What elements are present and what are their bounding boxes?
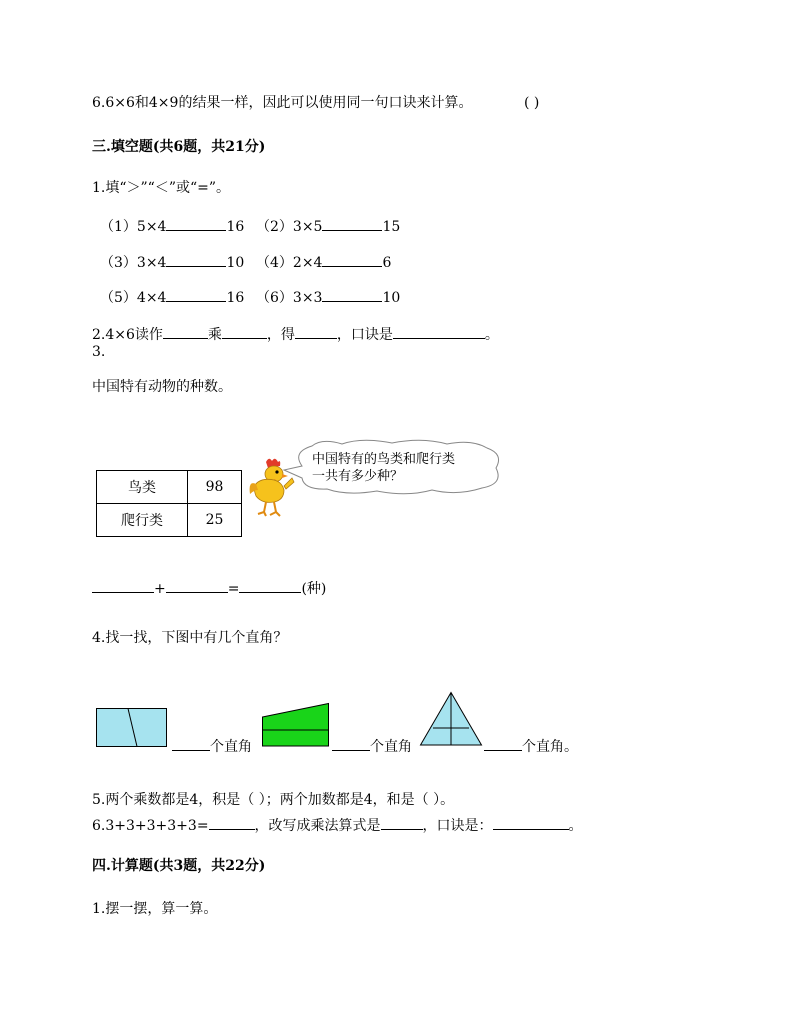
question-3-intro: 中国特有动物的种数。 xyxy=(92,379,232,395)
compare-item-3 xyxy=(100,252,244,272)
compare-number: 15 xyxy=(382,219,401,235)
answer-blank[interactable] xyxy=(166,216,226,231)
speech-bubble xyxy=(282,440,506,496)
compare-number: 6 xyxy=(382,255,392,271)
q2-end: 。 xyxy=(484,327,499,343)
rectangle-shape xyxy=(96,708,168,748)
q6-prefix: 6.3+3+3+3+3= xyxy=(92,818,209,834)
answer-blank[interactable] xyxy=(222,324,267,339)
table-cell-value: 98 xyxy=(188,471,242,504)
section-title-calculation: 四.计算题(共3题，共22分) xyxy=(92,858,266,874)
compare-item-1 xyxy=(100,216,244,236)
compare-expression: （3）3×4 xyxy=(100,255,167,271)
question-3-number: 3. xyxy=(92,344,106,360)
answer-blank[interactable] xyxy=(166,578,228,593)
q2-word2: ，得 xyxy=(266,327,295,343)
compare-expression: （5）4×4 xyxy=(100,290,167,306)
right-angle-suffix: 个直角 xyxy=(370,739,412,755)
bubble-text-line1: 中国特有的鸟类和爬行类 xyxy=(312,452,456,467)
compare-expression: （6）3×3 xyxy=(256,290,323,306)
question-3-equation xyxy=(92,578,326,598)
q2-word3: ，口诀是 xyxy=(336,327,393,343)
compare-item-2 xyxy=(256,216,400,236)
compare-item-6 xyxy=(256,287,400,307)
q2-prefix: 2.4×6读作 xyxy=(92,327,163,343)
animal-species-table xyxy=(96,470,242,537)
shape-3-answer xyxy=(484,736,578,756)
answer-blank[interactable] xyxy=(209,815,255,830)
question-5: 5.两个乘数都是4，积是（ ）；两个加数都是4，和是（ ）。 xyxy=(92,792,455,808)
table-cell-name: 鸟类 xyxy=(97,471,188,504)
triangle-shape xyxy=(420,692,482,746)
compare-item-4 xyxy=(256,252,391,272)
answer-blank[interactable] xyxy=(92,578,154,593)
section-title-fill-blank: 三.填空题(共6题，共21分) xyxy=(92,139,266,155)
answer-blank[interactable] xyxy=(493,815,569,830)
compare-number: 10 xyxy=(382,290,401,306)
answer-blank[interactable] xyxy=(295,324,337,339)
right-angle-suffix: 个直角 xyxy=(210,739,252,755)
compare-number: 10 xyxy=(226,255,245,271)
answer-blank[interactable] xyxy=(393,324,485,339)
answer-blank[interactable] xyxy=(239,578,301,593)
compare-number: 16 xyxy=(226,290,245,306)
table-cell-name: 爬行类 xyxy=(97,504,188,537)
calculation-1-stem: 1.摆一摆，算一算。 xyxy=(92,901,218,917)
answer-blank[interactable] xyxy=(322,252,382,267)
compare-expression: （1）5×4 xyxy=(100,219,167,235)
q6-mid: ，改写成乘法算式是 xyxy=(254,818,381,834)
q6-mid2: ，口诀是： xyxy=(422,818,493,834)
compare-number: 16 xyxy=(226,219,245,235)
answer-blank[interactable] xyxy=(332,736,370,751)
right-angle-suffix: 个直角。 xyxy=(522,739,578,755)
answer-blank[interactable] xyxy=(163,324,208,339)
answer-blank[interactable] xyxy=(484,736,522,751)
compare-expression: （2）3×5 xyxy=(256,219,323,235)
answer-parentheses[interactable]: ( ) xyxy=(524,95,540,111)
question-4-stem: 4.找一找，下图中有几个直角？ xyxy=(92,630,288,646)
plus-sign: + xyxy=(154,581,166,597)
q2-word1: 乘 xyxy=(207,327,222,343)
true-false-item-6 xyxy=(92,94,472,112)
table-row xyxy=(97,504,242,537)
trapezoid-shape xyxy=(262,703,330,747)
answer-blank[interactable] xyxy=(172,736,210,751)
compare-expression: （4）2×4 xyxy=(256,255,323,271)
q6-end: 。 xyxy=(568,818,583,834)
table-row xyxy=(97,471,242,504)
answer-blank[interactable] xyxy=(166,252,226,267)
table-cell-value: 25 xyxy=(188,504,242,537)
unit-label: (种) xyxy=(301,581,327,597)
shape-1-answer xyxy=(172,736,252,756)
answer-blank[interactable] xyxy=(322,216,382,231)
shape-2-answer xyxy=(332,736,412,756)
equals-sign: = xyxy=(227,581,240,597)
answer-blank[interactable] xyxy=(381,815,423,830)
question-2 xyxy=(92,324,499,344)
question-1-stem: 1.填“＞”“＜”或“=”。 xyxy=(92,180,231,196)
compare-item-5 xyxy=(100,287,244,307)
statement-text: 6.6×6和4×9的结果一样，因此可以使用同一句口诀来计算。 xyxy=(92,95,473,111)
answer-blank[interactable] xyxy=(322,287,382,302)
answer-blank[interactable] xyxy=(166,287,226,302)
question-6 xyxy=(92,815,583,835)
bubble-text-line2: 一共有多少种？ xyxy=(312,469,404,484)
